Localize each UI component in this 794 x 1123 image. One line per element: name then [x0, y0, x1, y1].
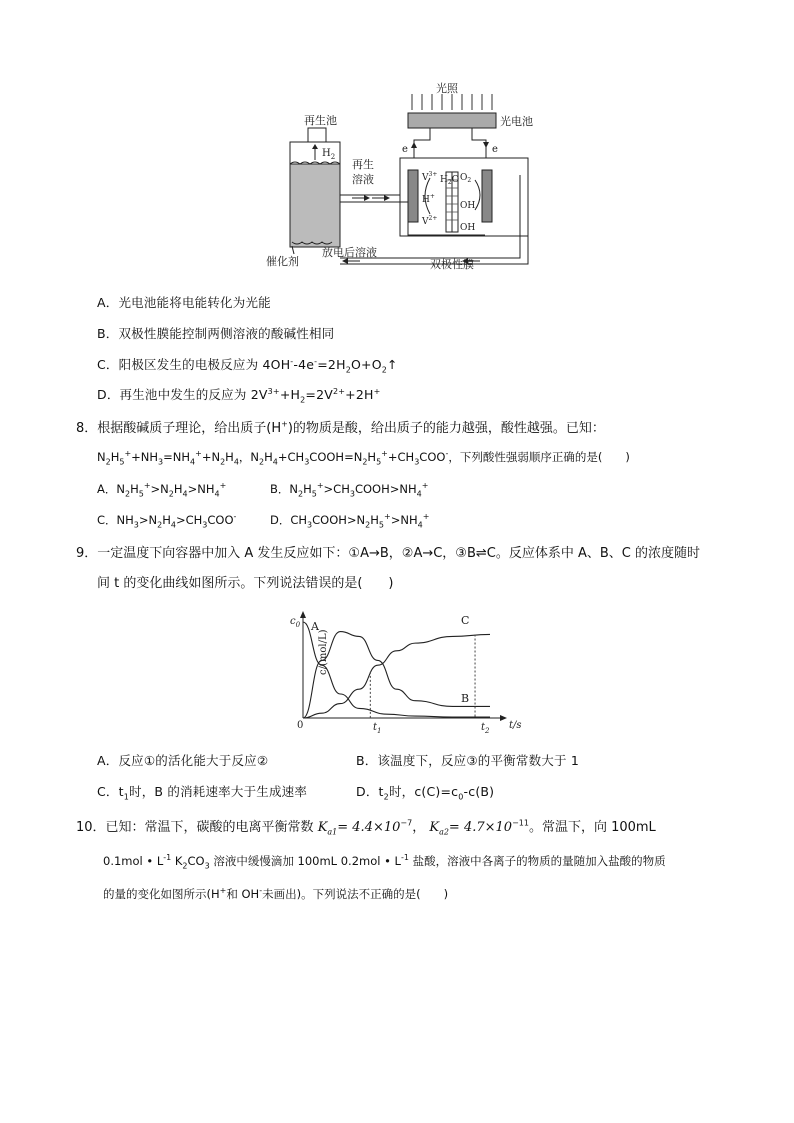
h2-label: $H_2$ [322, 148, 336, 161]
regen-pool-label: 再生池 [304, 114, 337, 127]
q9-stem-line2: 间 t 的变化曲线如图所示。下列说法错误的是( ) [97, 576, 394, 591]
x-tick-t2: $t_2$ [481, 722, 490, 735]
h2o-label: $H_2O$ [440, 175, 460, 186]
q7-option-d: D．再生池中发生的反应为 $2V^{3+}+H_2=2V^{2+}+2H^+$ [97, 386, 381, 405]
q8-option-a: A．$N_2H_5^+>N_2H_4>NH_4^+$ [97, 481, 227, 499]
anode [482, 170, 492, 222]
q9-option-b: B．该温度下，反应③的平衡常数大于 1 [356, 753, 580, 768]
q10-stem-line3: 的量的变化如图所示(H+和 OH-未画出)。下列说法不正确的是( ) [103, 886, 449, 901]
x-axis-label: t/s [509, 720, 522, 731]
bipolar-membrane-label: 双极性膜 [430, 258, 474, 271]
q9-stem-line1: 9．一定温度下向容器中加入 A 发生反应如下：①A→B，②A→C，③B⇌C。反应体系中 A、B、C 的浓度随时 [76, 546, 701, 561]
y-tick-c0: $c_0$ [290, 616, 301, 629]
q7-option-b: B．双极性膜能控制两侧溶液的酸碱性相同 [97, 326, 335, 341]
q8-equation-line: $N_2H_5^++NH_3=NH_4^++N_2H_4$，$N_2H_4+CH_3COOH=N_2H_5^++CH_3COO^-$，下列酸性强弱顺序正确的是( ) [97, 449, 630, 467]
electrochem-cell-diagram [260, 80, 550, 275]
q9-option-c: C．$t_1$时，B 的消耗速率大于生成速率 [97, 784, 308, 802]
q8-option-b: B．$N_2H_5^+>CH_3COOH>NH_4^+$ [270, 481, 429, 499]
discharged-solution-label: 放电后溶液 [322, 246, 377, 259]
regen-solution-label-1: 再生 [352, 158, 374, 171]
concentration-time-chart [285, 606, 535, 741]
q9-option-d: D．$t_2$时，$c(C)=c_0-c(B)$ [356, 784, 495, 802]
q10-stem-line1: 10．已知：常温下，碳酸的电离平衡常数 $K_{a1}= 4.4\times 10^{-7}$， $K_{a2}= 4.7\times 10^{-11}$。常温下，向 100mL [76, 818, 656, 837]
series-label-b: B [461, 692, 470, 705]
series-line-b [303, 632, 490, 718]
series-label-c: C [461, 614, 470, 627]
series-label-a: A [311, 620, 319, 633]
light-label: 光照 [436, 82, 458, 95]
photocell [408, 113, 496, 128]
q7-option-c: C．阳极区发生的电极反应为 $4OH^--4e^-=2H_2O+O_2↑$ [97, 356, 398, 375]
q7-option-a: A．光电池能将电能转化为光能 [97, 295, 271, 310]
regen-pool-cap [308, 128, 326, 142]
electron-label-right: e [492, 144, 498, 155]
o2-label: $O_2$ [460, 173, 472, 184]
x-tick-0: 0 [297, 720, 304, 731]
x-tick-t1: $t_1$ [373, 722, 382, 735]
hplus-label: H+ [422, 193, 435, 205]
catalyst-label: 催化剂 [266, 255, 299, 268]
q9-option-a: A．反应①的活化能大于反应② [97, 753, 269, 768]
q8-option-d: D．$CH_3COOH>N_2H_5^+>NH_4^+$ [270, 512, 430, 530]
oh-label-1: OH [460, 201, 476, 211]
q10-stem-line2: 0.1mol • $L^{-1}$ $K_2CO_3$ 溶液中缓慢滴加 100mL 0.2mol • $L^{-1}$ 盐酸，溶液中各离子的物质的量随加入盐酸的物质 [103, 853, 666, 871]
v2-label: $V^{2+}$ [422, 215, 438, 227]
regen-solution-label-2: 溶液 [352, 173, 374, 186]
q8-stem: 8．根据酸碱质子理论，给出质子(H+)的物质是酸，给出质子的能力越强，酸性越强。已知： [76, 419, 605, 436]
cathode [408, 170, 418, 222]
q8-option-c: C．$NH_3>N_2H_4>CH_3COO^-$ [97, 512, 237, 530]
oh-label-2: OH [460, 223, 476, 233]
y-axis-label: c/(mol/L) [318, 629, 329, 675]
electron-label-left: e [402, 144, 408, 155]
v3-label: $V^{3+}$ [422, 171, 438, 183]
photocell-label: 光电池 [500, 115, 533, 128]
light-arrows [412, 94, 492, 110]
